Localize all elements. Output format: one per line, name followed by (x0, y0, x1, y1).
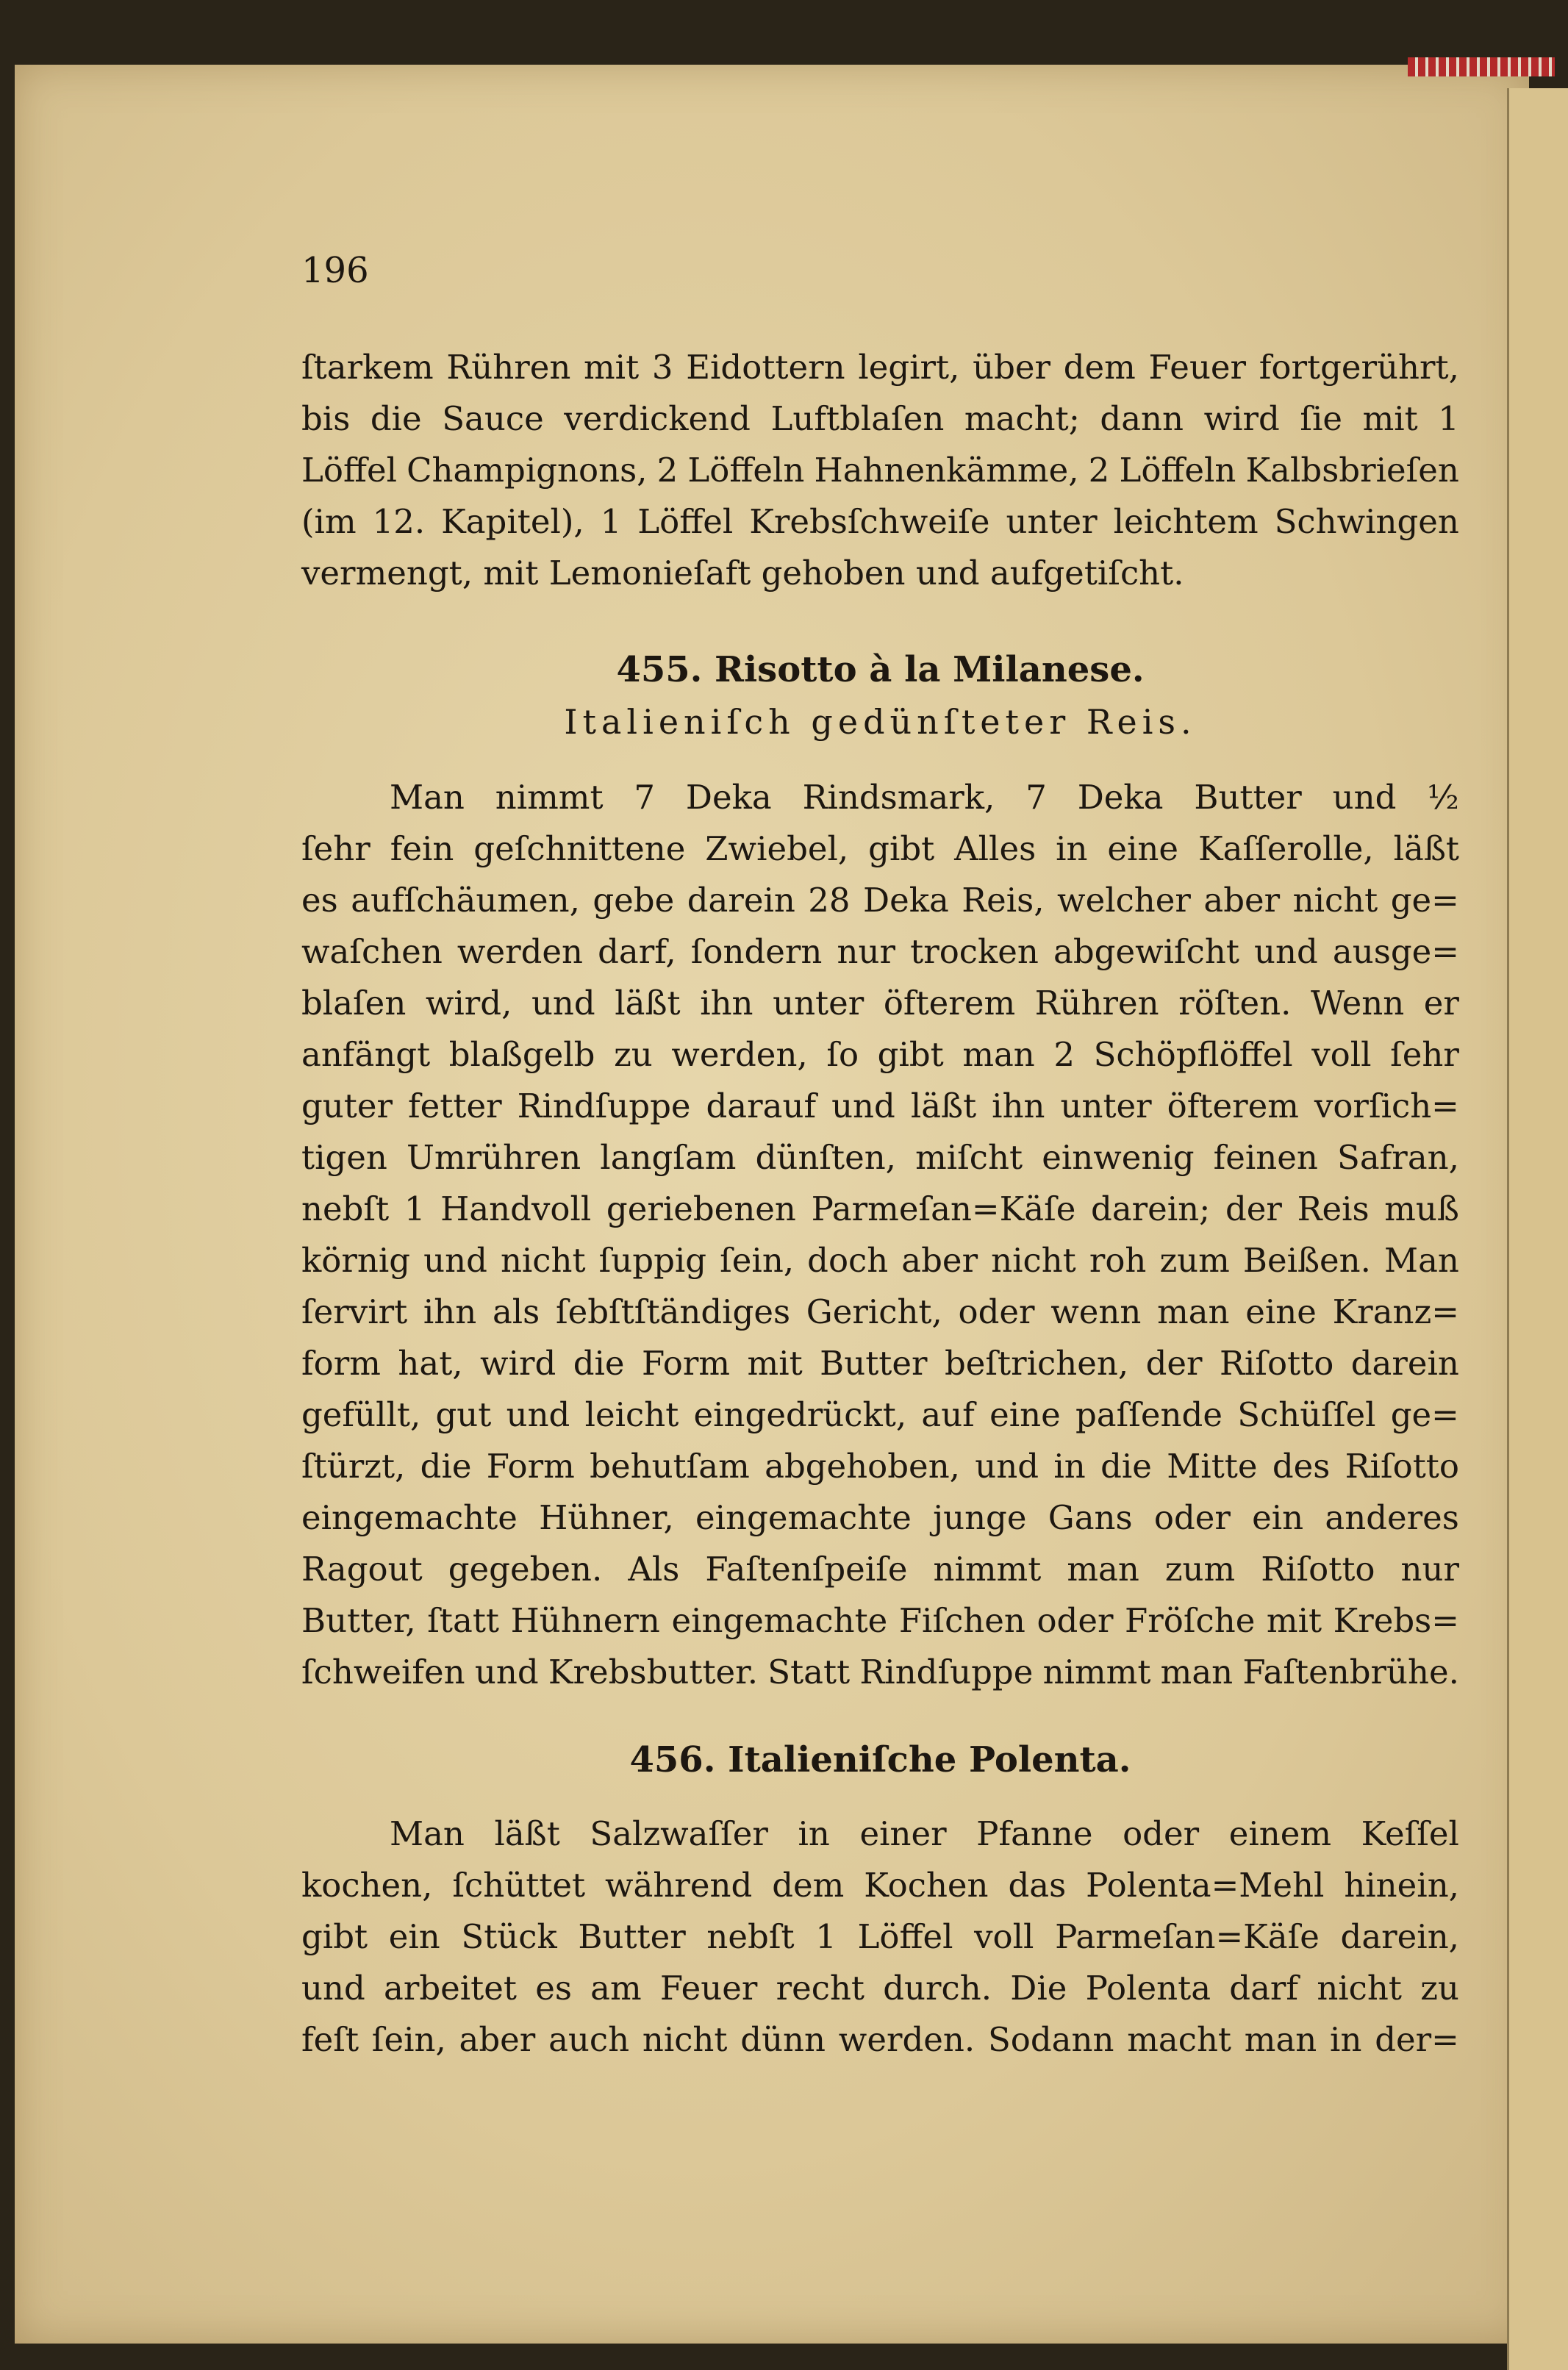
text-line: waſchen werden darf, ſondern nur trocken abgewiſcht und ausge= (301, 932, 1459, 971)
text-line: Man nimmt 7 Deka Rindsmark, 7 Deka Butter und ½ (390, 778, 1459, 817)
recipe-subtitle: Italieniſch gedünſteter Reis. (564, 702, 1197, 742)
text-line: ſehr fein geſchnittene Zwiebel, gibt Alles in eine Kaſſerolle, läßt (301, 829, 1459, 868)
text-line: anfängt blaßgelb zu werden, ſo gibt man 2 Schöpflöffel voll ſehr (301, 1035, 1459, 1074)
text-line: bis die Sauce verdickend Luftblaſen macht; dann wird ſie mit 1 (301, 399, 1459, 438)
text-block-continuation (301, 342, 1459, 599)
text-line: blaſen wird, und läßt ihn unter öfterem Rühren röſten. Wenn er (301, 984, 1459, 1023)
recipe-456-body (301, 1808, 1459, 2066)
text-line: ſervirt ihn als ſebſtſtändiges Gericht, oder wenn man eine Kranz= (301, 1292, 1459, 1331)
recipe-455-body (301, 772, 1459, 1698)
text-line: Löffel Champignons, 2 Löffeln Hahnenkämme, 2 Löffeln Kalbsbrieſen (301, 451, 1459, 490)
text-line: und arbeitet es am Feuer recht durch. Die Polenta darf nicht zu (301, 1969, 1459, 2008)
text-line: nebſt 1 Handvoll geriebenen Parmeſan=Käſe darein; der Reis muß (301, 1189, 1459, 1228)
page-number: 196 (301, 250, 369, 291)
text-line: eingemachte Hühner, eingemachte junge Gans oder ein anderes (301, 1498, 1459, 1537)
text-line: gefüllt, gut und leicht eingedrückt, auf eine paſſende Schüſſel ge= (301, 1395, 1459, 1434)
text-line: guter fetter Rindſuppe darauf und läßt ihn unter öfterem vorſich= (301, 1086, 1459, 1125)
text-line: form hat, wird die Form mit Butter beſtrichen, der Riſotto darein (301, 1344, 1459, 1383)
text-line: ſtürzt, die Form behutſam abgehoben, und in die Mitte des Riſotto (301, 1447, 1459, 1486)
text-line: tigen Umrühren langſam dünſten, miſcht einwenig feinen Safran, (301, 1138, 1459, 1177)
bookmark-ribbon (1408, 57, 1555, 76)
recipe-456 (301, 1733, 1459, 1786)
text-line: ſchweifen und Krebsbutter. Statt Rindſuppe nimmt man Faſtenbrühe. (301, 1653, 1459, 1691)
recipe-455 (301, 643, 1459, 748)
text-line: feſt ſein, aber auch nicht dünn werden. Sodann macht man in der= (301, 2020, 1459, 2059)
recipe-heading: 455. Risotto à la Milanese. (616, 649, 1145, 690)
text-line: Man läßt Salzwaſſer in einer Pfanne oder einem Keſſel (390, 1814, 1459, 1853)
recipe-heading: 456. Italieniſche Polenta. (629, 1739, 1131, 1780)
text-line: vermengt, mit Lemonieſaft gehoben und aufgetiſcht. (301, 554, 1184, 592)
text-line: Butter, ſtatt Hühnern eingemachte Fiſchen oder Fröſche mit Krebs= (301, 1601, 1459, 1640)
text-line: kochen, ſchüttet während dem Kochen das Polenta=Mehl hinein, (301, 1866, 1459, 1905)
text-line: Ragout gegeben. Als Faſtenſpeiſe nimmt man zum Riſotto nur (301, 1550, 1459, 1589)
text-line: körnig und nicht ſuppig ſein, doch aber nicht roh zum Beißen. Man (301, 1241, 1459, 1280)
adjacent-page-edge (1507, 88, 1568, 2370)
text-line: es aufſchäumen, gebe darein 28 Deka Reis, welcher aber nicht ge= (301, 881, 1459, 920)
text-line: ſtarkem Rühren mit 3 Eidottern legirt, über dem Feuer fortgerührt, (301, 348, 1459, 387)
text-line: gibt ein Stück Butter nebſt 1 Löffel voll Parmeſan=Käſe darein, (301, 1917, 1459, 1956)
text-line: (im 12. Kapitel), 1 Löffel Krebsſchweiſe unter leichtem Schwingen (301, 502, 1459, 541)
